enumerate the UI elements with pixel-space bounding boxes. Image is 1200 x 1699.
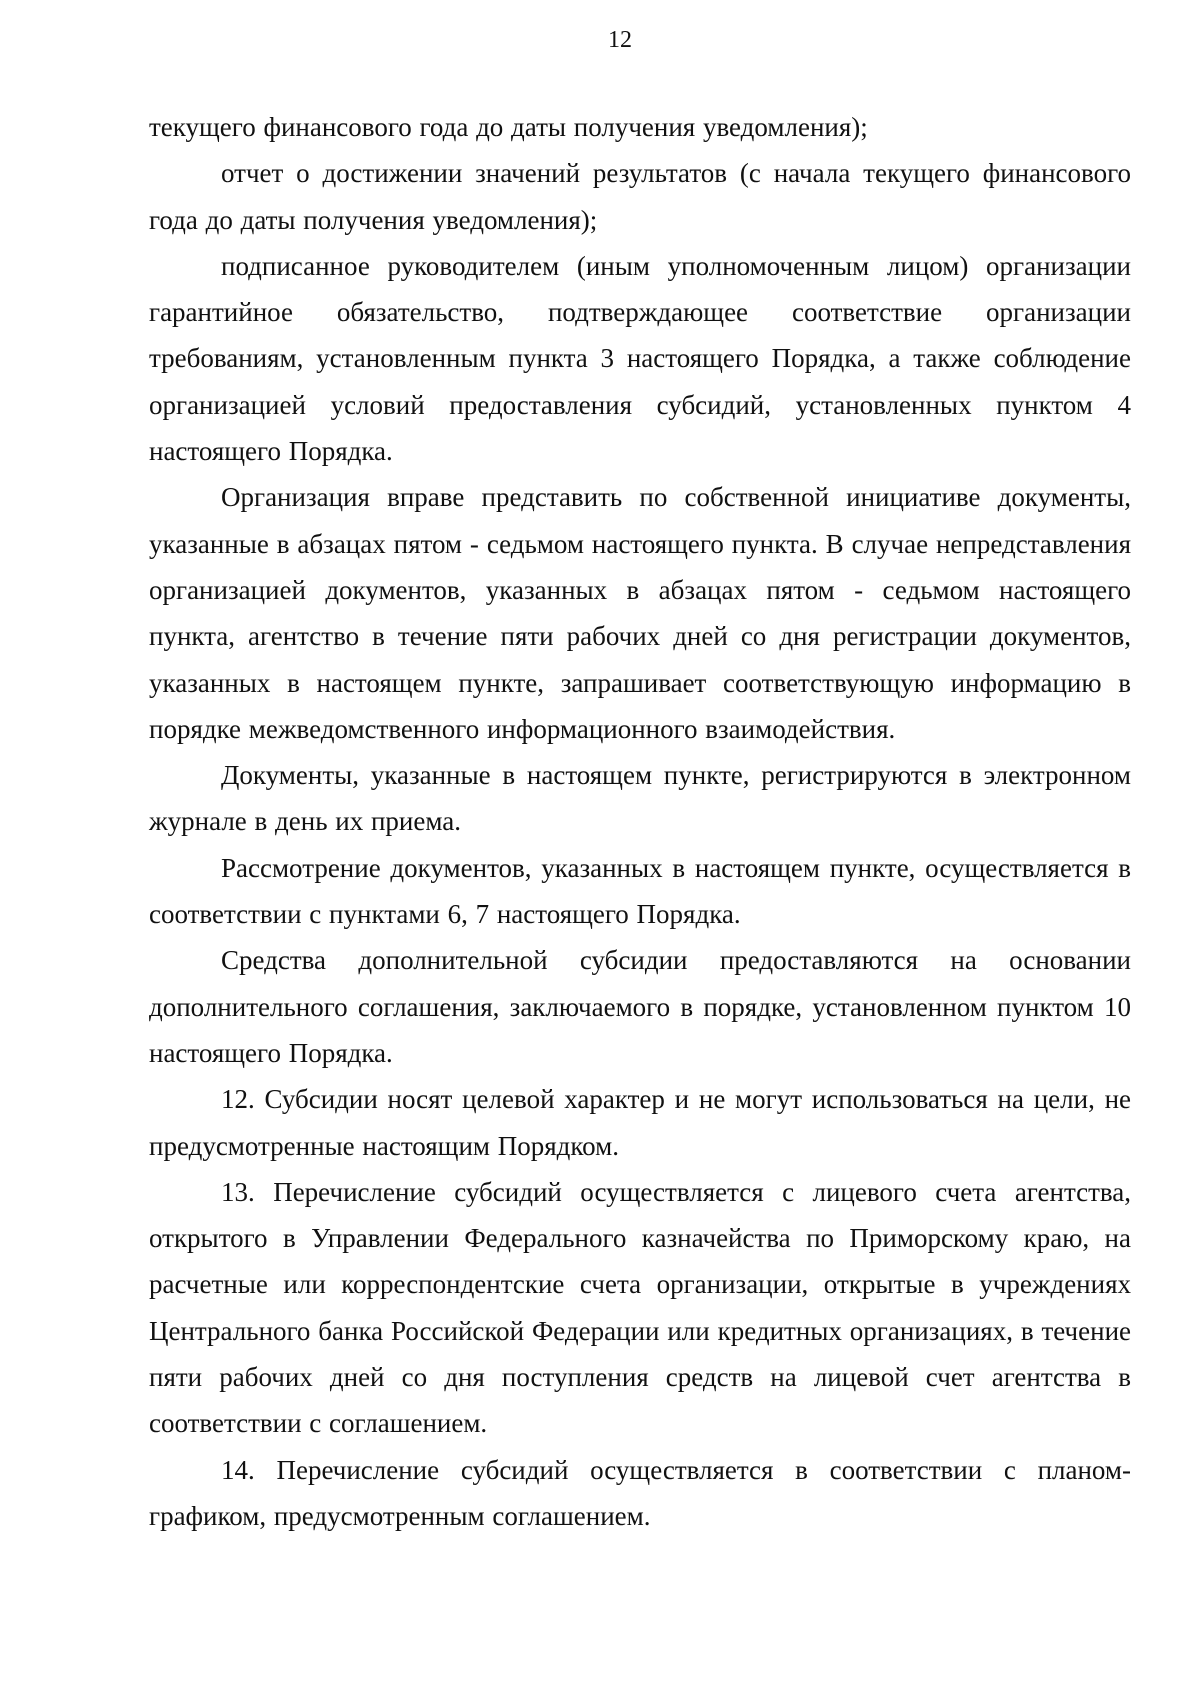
paragraph-documents-review: Рассмотрение документов, указанных в настоящем пункте, осуществляется в соответствии с пунктами 6, 7 настоящего Порядка. bbox=[149, 852, 1131, 930]
document-body bbox=[149, 104, 1131, 1539]
paragraph-guarantee-obligation: подписанное руководителем (иным уполномоченным лицом) организации гарантийное обязательство, подтверждающее соответствие организации требованиям, установленным пункта 3 настоящего Порядка, а также соблюдение организацией условий предоставления субсидий, установленных пунктом 4 настоящего Порядка. bbox=[149, 250, 1131, 467]
paragraph-documents-registration: Документы, указанные в настоящем пункте, регистрируются в электронном журнале в день их приема. bbox=[149, 760, 1131, 837]
paragraph-item-12: 12. Субсидии носят целевой характер и не могут использоваться на цели, не предусмотренные настоящим Порядком. bbox=[149, 1084, 1131, 1161]
paragraph-item-13: 13. Перечисление субсидий осуществляется с лицевого счета агентства, открытого в Управлении Федерального казначейства по Приморскому краю, на расчетные или корреспондентские счета организации, открытые в учреждениях Центрального банка Российской Федерации или кредитных организациях, в течение пяти рабочих дней со дня поступления средств на лицевой счет агентства в соответствии с соглашением. bbox=[149, 1176, 1131, 1439]
paragraph-additional-subsidy: Средства дополнительной субсидии предоставляются на основании дополнительного соглашения, заключаемого в порядке, установленном пунктом 10 настоящего Порядка. bbox=[149, 945, 1131, 1068]
paragraph-results-report: отчет о достижении значений результатов (с начала текущего финансового года до даты получения уведомления); bbox=[149, 158, 1131, 235]
paragraph-item-14: 14. Перечисление субсидий осуществляется в соответствии с планом-графиком, предусмотренным соглашением. bbox=[149, 1454, 1131, 1531]
page-number: 12 bbox=[608, 27, 632, 53]
paragraph-own-initiative-documents: Организация вправе представить по собственной инициативе документы, указанные в абзацах пятом - седьмом настоящего пункта. В случае непредставления организацией документов, указанных в абзацах пятом - седьмом настоящего пункта, агентство в течение пяти рабочих дней со дня регистрации документов, указанных в настоящем пункте, запрашивает соответствующую информацию в порядке межведомственного информационного взаимодействия. bbox=[149, 482, 1131, 744]
paragraph-continuation: текущего финансового года до даты получения уведомления); bbox=[149, 112, 868, 142]
